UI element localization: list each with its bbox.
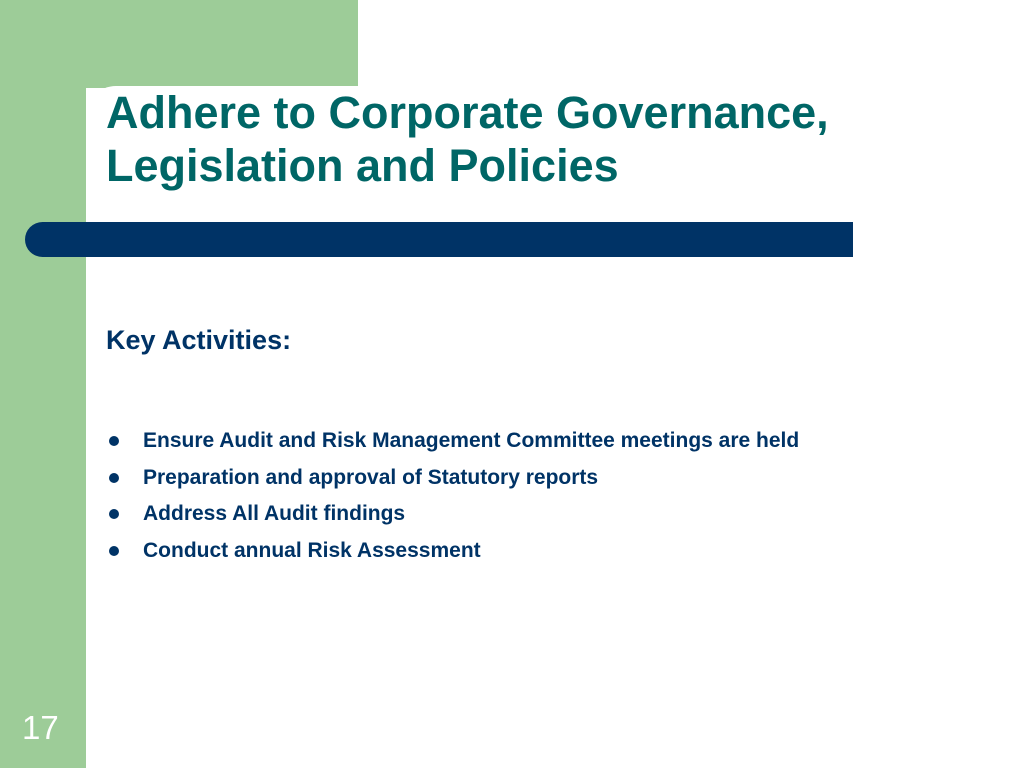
list-item [106, 496, 799, 533]
list-item-text: Address All Audit findings [143, 502, 406, 525]
page-number: 17 [22, 709, 59, 746]
bullet-icon [109, 473, 119, 483]
bullet-icon [109, 546, 119, 556]
list-item [106, 533, 799, 570]
title-divider-bar [25, 222, 853, 257]
bullet-icon [109, 509, 119, 519]
green-side-strip [0, 0, 86, 768]
list-item [106, 460, 799, 497]
list-item [106, 423, 799, 460]
slide-title [106, 86, 986, 192]
list-item-text: Preparation and approval of Statutory reports [143, 465, 599, 489]
slide-title-line-2: Legislation and Policies [106, 140, 619, 191]
bullet-icon [109, 436, 119, 446]
list-item-text: Conduct annual Risk Assessment [143, 538, 481, 562]
list-item-text: Ensure Audit and Risk Management Committee meetings are held [143, 429, 800, 452]
activities-list [106, 423, 799, 569]
green-top-block [0, 0, 358, 88]
slide-title-line-1: Adhere to Corporate Governance, [106, 87, 829, 138]
key-activities-heading: Key Activities: [106, 325, 292, 355]
